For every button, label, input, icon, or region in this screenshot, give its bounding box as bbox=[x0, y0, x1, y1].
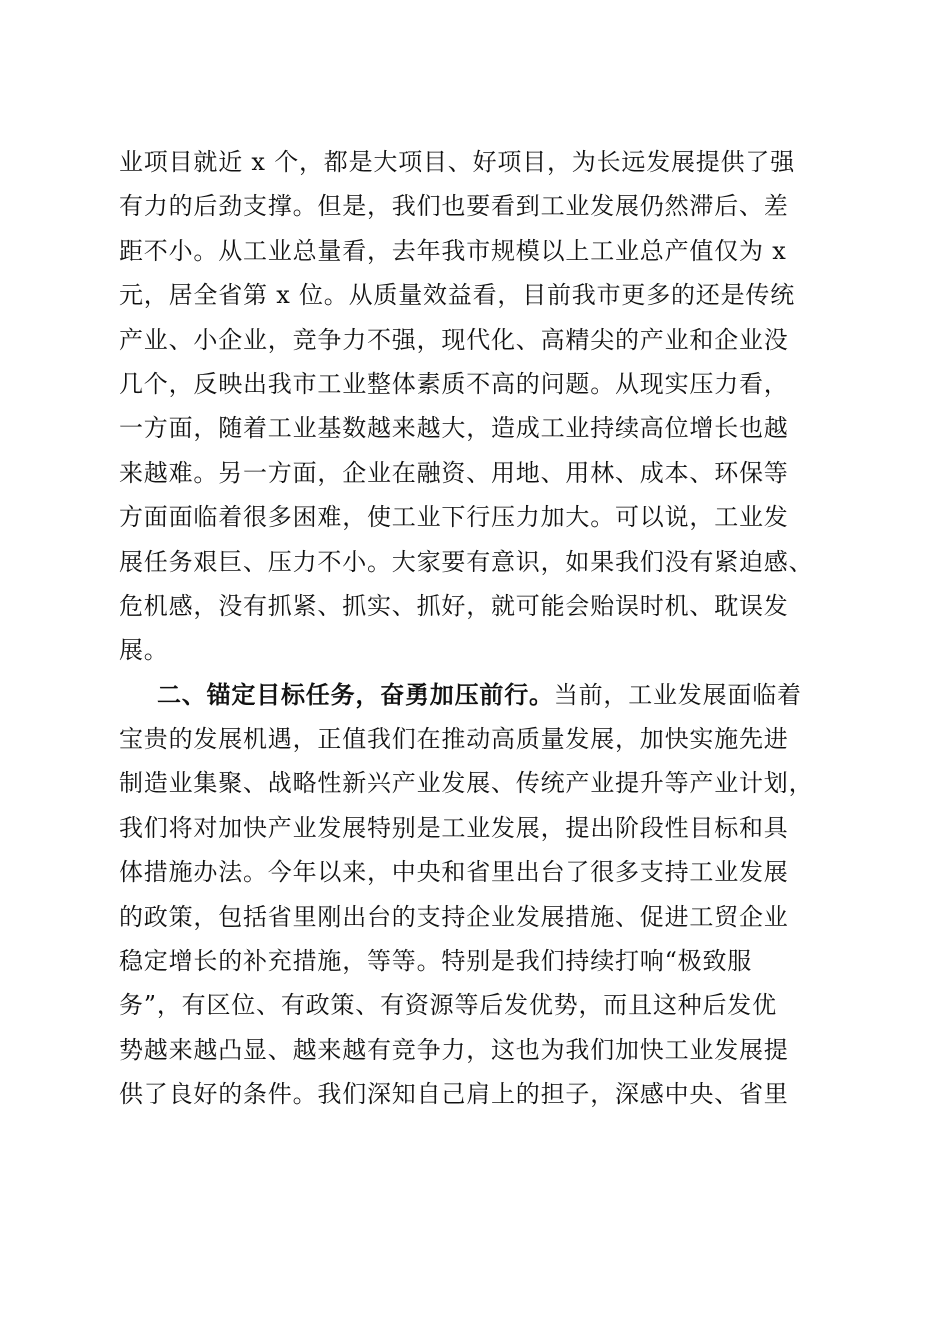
paragraph-1-line-8: 来越难。另一方面，企业在融资、用地、用林、成本、环保等 bbox=[119, 458, 789, 487]
paragraph-1-line-1: 业项目就近 x 个，都是大项目、好项目，为长远发展提供了强 bbox=[119, 148, 795, 176]
paragraph-2-line-8: 务”，有区位、有政策、有资源等后发优势，而且这种后发优 bbox=[119, 991, 777, 1020]
paragraph-2-line-6: 的政策，包括省里刚出台的支持企业发展措施、促进工贸企业 bbox=[119, 902, 789, 931]
paragraph-1-line-3: 距不小。从工业总量看，去年我市规模以上工业总产值仅为 x bbox=[119, 236, 787, 265]
paragraph-1-line-4: 元，居全省第 x 位。从质量效益看，目前我市更多的还是传统 bbox=[119, 281, 795, 310]
document-body bbox=[119, 140, 831, 1117]
paragraph-2-line-4: 我们将对加快产业发展特别是工业发展，提出阶段性目标和具 bbox=[119, 813, 789, 842]
paragraph-1-line-7: 一方面，随着工业基数越来越大，造成工业持续高位增长也越 bbox=[119, 414, 789, 443]
paragraph-1-line-10: 展任务艰巨、压力不小。大家要有意识，如果我们没有紧迫感、 bbox=[119, 547, 814, 576]
paragraph-1-line-9: 方面面临着很多困难，使工业下行压力加大。可以说，工业发 bbox=[119, 503, 789, 532]
paragraph-2-line-10: 供了良好的条件。我们深知自己肩上的担子，深感中央、省里 bbox=[119, 1080, 789, 1109]
paragraph-1-line-11: 危机感，没有抓紧、抓实、抓好，就可能会贻误时机、耽误发 bbox=[119, 591, 789, 620]
paragraph-2-first-line bbox=[119, 673, 831, 717]
paragraph-1-line-2: 有力的后劲支撑。但是，我们也要看到工业发展仍然滞后、差 bbox=[119, 192, 789, 221]
section-heading: 二、锚定目标任务，奋勇加压前行。 bbox=[157, 680, 554, 709]
paragraph-1-line-6: 几个，反映出我市工业整体素质不高的问题。从现实压力看， bbox=[119, 369, 789, 398]
paragraph-1-line-5: 产业、小企业，竞争力不强，现代化、高精尖的产业和企业没 bbox=[119, 325, 789, 354]
paragraph-2-line-5: 体措施办法。今年以来，中央和省里出台了很多支持工业发展 bbox=[119, 858, 789, 887]
paragraph-2-line-9: 势越来越凸显、越来越有竞争力，这也为我们加快工业发展提 bbox=[119, 1035, 789, 1064]
paragraph-2-line-3: 制造业集聚、战略性新兴产业发展、传统产业提升等产业计划， bbox=[119, 769, 814, 798]
paragraph-2-line-2: 宝贵的发展机遇，正值我们在推动高质量发展，加快实施先进 bbox=[119, 725, 789, 754]
paragraph-1-line-12: 展。 bbox=[119, 636, 169, 665]
paragraph-2-line-7: 稳定增长的补充措施，等等。特别是我们持续打响“极致服 bbox=[119, 947, 753, 976]
paragraph-2-line-1-text: 当前，工业发展面临着 bbox=[553, 680, 802, 709]
